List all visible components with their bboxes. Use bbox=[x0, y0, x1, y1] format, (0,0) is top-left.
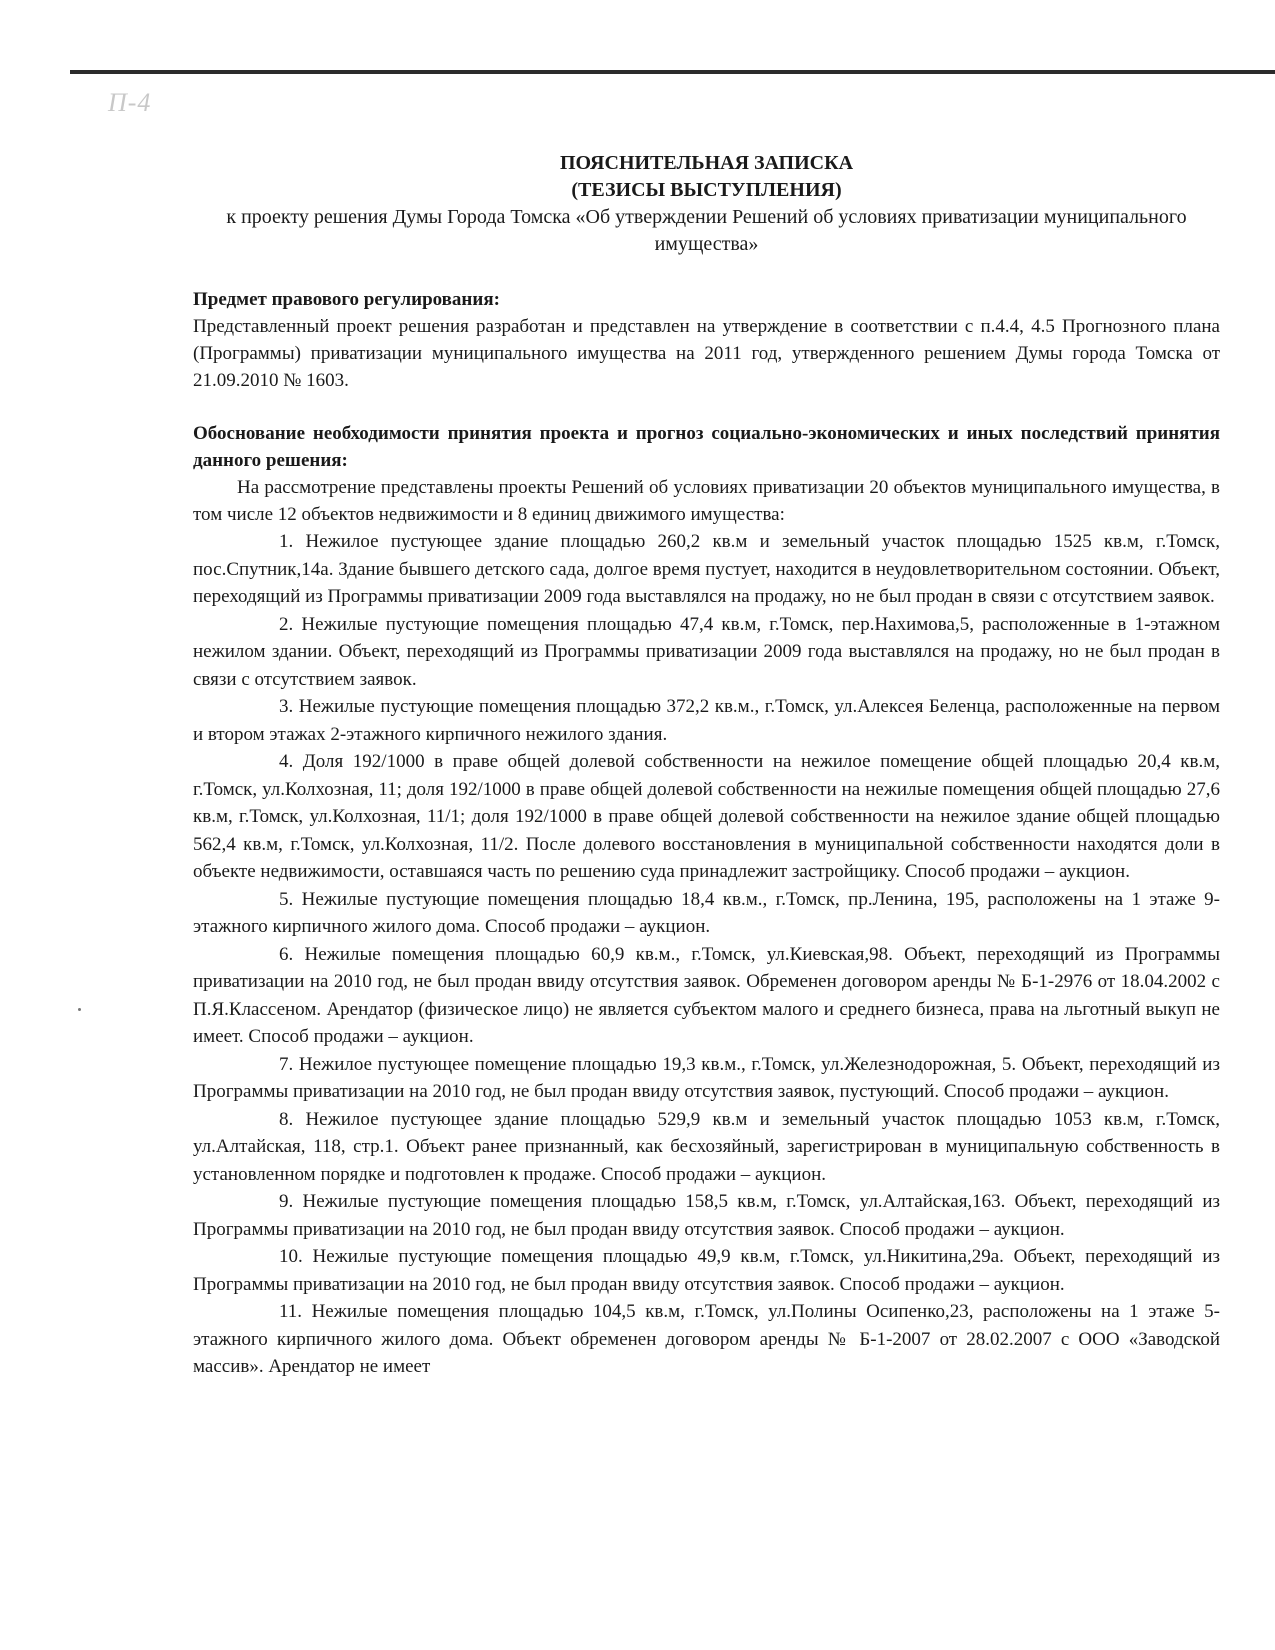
scan-speck bbox=[78, 1008, 81, 1011]
doc-subtitle: к проекту решения Думы Города Томска «Об утверждении Решений об условиях приватизации муниципального имущества» bbox=[226, 206, 1187, 255]
list-item: 8. Нежилое пустующее здание площадью 529,9 кв.м и земельный участок площадью 1053 кв.м, г.Томск, ул.Алтайская, 118, стр.1. Объект ранее признанный, как бесхозяйный, зарегистрирован в муниципальную собственность в установленном порядке и подготовлен к продаже. Способ продажи – аукцион. bbox=[193, 1108, 1220, 1185]
doc-title-line-1: ПОЯСНИТЕЛЬНАЯ ЗАПИСКА bbox=[559, 152, 854, 174]
list-item: 4. Доля 192/1000 в праве общей долевой собственности на нежилое помещение общей площадью 20,4 кв.м, г.Томск, ул.Колхозная, 11; доля 192/1000 в праве общей долевой собственности на нежилые помещения общей площадью 27,6 кв.м, г.Томск, ул.Колхозная, 11/1; доля 192/1000 в праве общей долевой собственности на нежилое здание общей площадью 562,4 кв.м, г.Томск, ул.Колхозная, 11/2. После долевого восстановления в муниципальной собственности находятся доли в объекте недвижимости, оставшаяся часть по решению суда принадлежит застройщику. Способ продажи – аукцион. bbox=[193, 751, 1220, 882]
list-item: 1. Нежилое пустующее здание площадью 260,2 кв.м и земельный участок площадью 1525 кв.м, г.Томск, пос.Спутник,14а. Здание бывшего детского сада, долгое время пустует, находится в неудовлетворительном состоянии. Объект, переходящий из Программы приватизации 2009 года выставлялся на продажу, но не был продан в связи с отсутствием заявок. bbox=[193, 531, 1220, 607]
list-item: 11. Нежилые помещения площадью 104,5 кв.м, г.Томск, ул.Полины Осипенко,23, расположены на 1 этаже 5-этажного кирпичного жилого дома. Объект обременен договором аренды № Б-1-2007 от 28.02.2007 с ООО «Заводской массив». Арендатор не имеет bbox=[193, 1301, 1220, 1377]
justification-intro: На рассмотрение представлены проекты Решений об условиях приватизации 20 объектов муниципального имущества, в том числе 12 объектов недвижимости и 8 единиц движимого имущества: bbox=[193, 477, 1220, 525]
subject-heading: Предмет правового регулирования: bbox=[193, 289, 500, 310]
list-item: 3. Нежилые пустующие помещения площадью 372,2 кв.м., г.Томск, ул.Алексея Беленца, расположенные на первом и втором этажах 2-этажного кирпичного нежилого здания. bbox=[193, 696, 1220, 745]
list-item: 6. Нежилые помещения площадью 60,9 кв.м., г.Томск, ул.Киевская,98. Объект, переходящий из Программы приватизации на 2010 год, не был продан ввиду отсутствия заявок. Обременен договором аренды № Б-1-2976 от 18.04.2002 с П.Я.Классеном. Арендатор (физическое лицо) не является субъектом малого и среднего бизнеса, права на льготный выкуп не имеет. Способ продажи – аукцион. bbox=[193, 943, 1220, 1047]
doc-title-line-2: (ТЕЗИСЫ ВЫСТУПЛЕНИЯ) bbox=[571, 179, 842, 201]
corner-handwritten-mark: П-4 bbox=[108, 88, 152, 117]
list-item: 9. Нежилые пустующие помещения площадью 158,5 кв.м, г.Томск, ул.Алтайская,163. Объект, переходящий из Программы приватизации на 2010 год, не был продан ввиду отсутствия заявок. Способ продажи – аукцион. bbox=[193, 1191, 1220, 1240]
list-item: 10. Нежилые пустующие помещения площадью 49,9 кв.м, г.Томск, ул.Никитина,29а. Объект, переходящий из Программы приватизации на 2010 год, не был продан ввиду отсутствия заявок. Способ продажи – аукцион. bbox=[193, 1246, 1220, 1295]
list-item: 7. Нежилое пустующее помещение площадью 19,3 кв.м., г.Томск, ул.Железнодорожная, 5. Объект, переходящий из Программы приватизации на 2010 год, не был продан ввиду отсутствия заявок, пустующий. Способ продажи – аукцион. bbox=[193, 1053, 1220, 1102]
page-top-edge bbox=[70, 70, 1275, 74]
justification-heading: Обоснование необходимости принятия проекта и прогноз социально-экономических и иных последствий принятия данного решения: bbox=[193, 423, 1220, 471]
list-item: 5. Нежилые пустующие помещения площадью 18,4 кв.м., г.Томск, пр.Ленина, 195, расположены на 1 этаже 9-этажного кирпичного жилого дома. Способ продажи – аукцион. bbox=[193, 888, 1220, 937]
subject-text: Представленный проект решения разработан и представлен на утверждение в соответствии с п.4.4, 4.5 Прогнозного плана (Программы) приватизации муниципального имущества на 2011 год, утвержденного решением Думы города Томска от 21.09.2010 № 1603. bbox=[193, 316, 1220, 391]
list-item: 2. Нежилые пустующие помещения площадью 47,4 кв.м, г.Томск, пер.Нахимова,5, расположенные в 1-этажном нежилом здании. Объект, переходящий из Программы приватизации 2009 года выставлялся на продажу, но не был продан в связи с отсутствием заявок. bbox=[193, 613, 1220, 690]
document-body bbox=[193, 150, 1220, 1381]
